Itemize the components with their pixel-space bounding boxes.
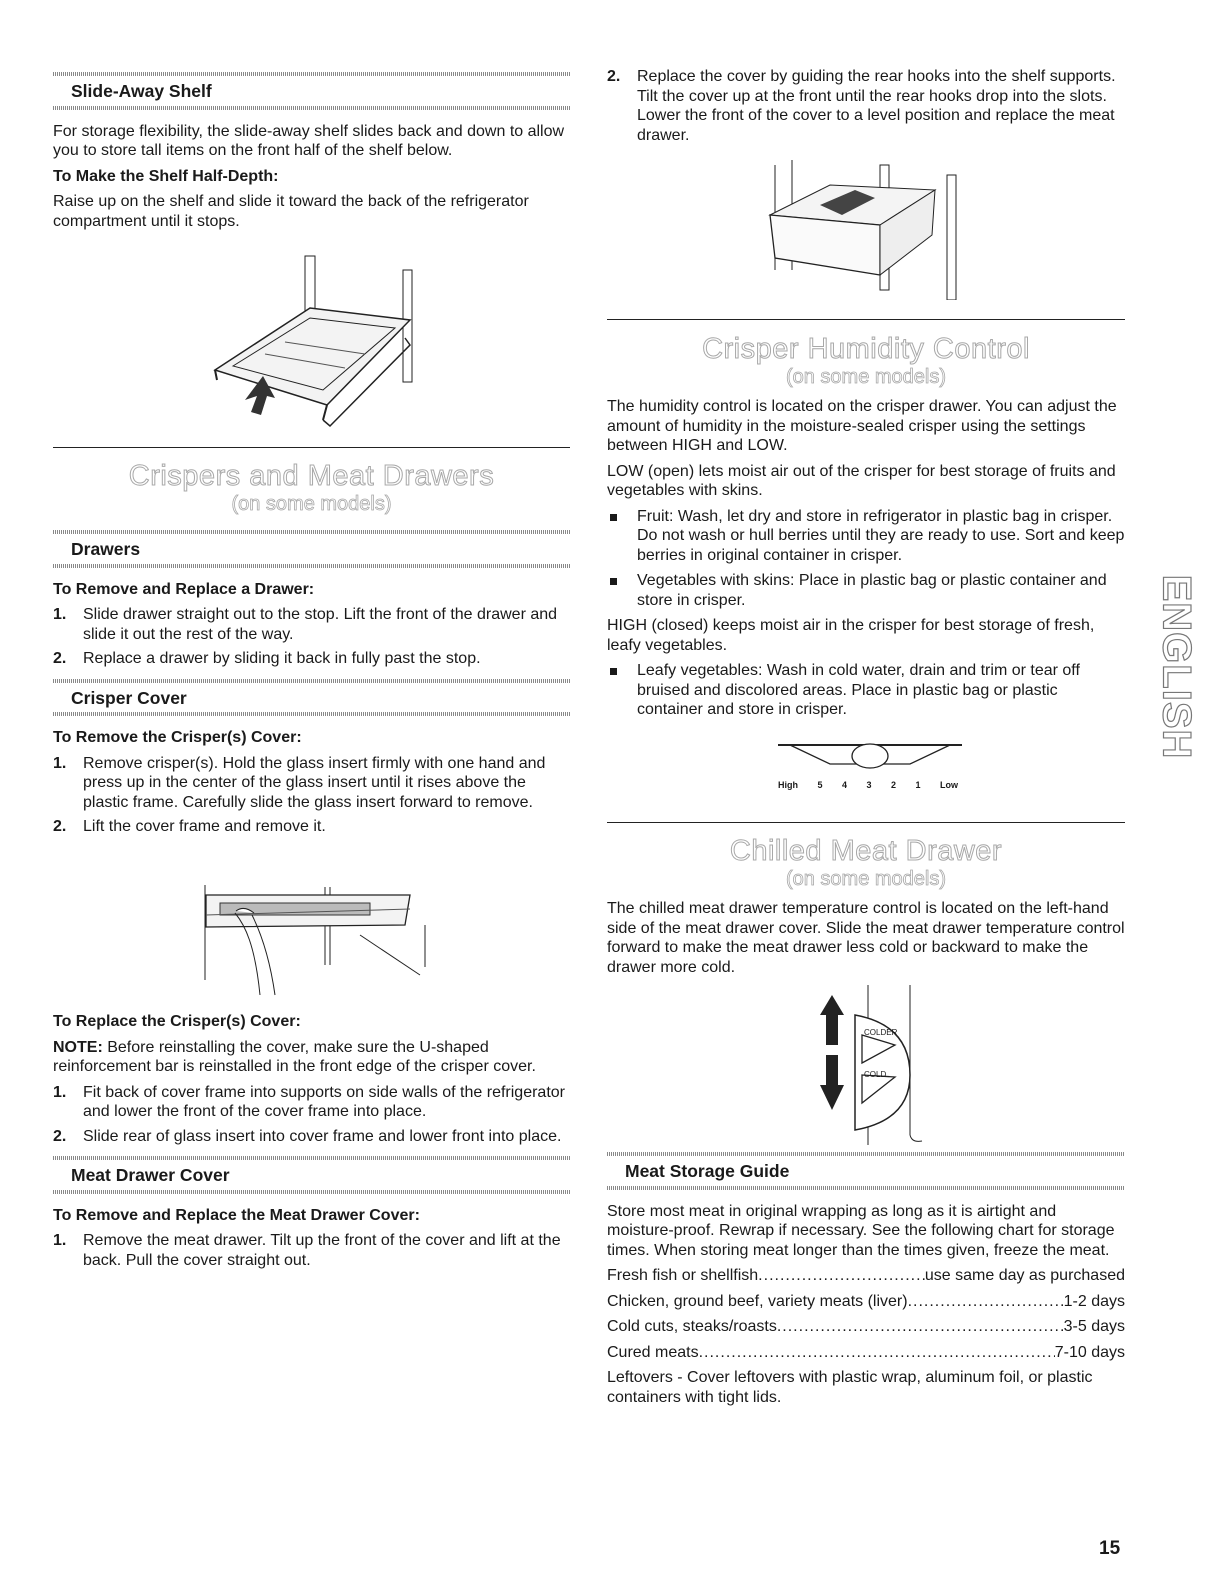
- meat-cover-steps-continued: [607, 67, 1125, 145]
- cold-label: COLD: [864, 1070, 887, 1079]
- slide-away-header: [53, 72, 570, 110]
- dial-mark: 5: [817, 780, 823, 790]
- list-item: 2. Replace the cover by guiding the rear hooks into the shelf supports. Tilt the cover up at the front until the rear hooks drop into the slots. Lower the front of the cover to a level position and replace the meat drawer.: [607, 68, 1116, 144]
- humidity-section-title: Crisper Humidity Control: [702, 333, 1030, 365]
- chilled-body: [607, 899, 1125, 983]
- crispers-section-title: Crispers and Meat Drawers: [128, 460, 495, 492]
- crisper-replace-subhead: To Replace the Crisper(s) Cover:: [53, 1013, 301, 1030]
- slide-away-body: Raise up on the shelf and slide it toward the back of the refrigerator compartment until it stops.: [53, 193, 529, 230]
- chilled-section-title: Chilled Meat Drawer: [729, 835, 1003, 867]
- dial-low-label: Low: [939, 780, 958, 790]
- crispers-section-subtitle: (on some models): [231, 493, 392, 515]
- humidity-high-bullets: [607, 661, 1125, 720]
- table-row: Cured meats ..... 7-10 days: [607, 1343, 1125, 1363]
- list-item: 1. Fit back of cover frame into supports on side walls of the refrigerator and lower the front of the cover frame into place.: [53, 1083, 565, 1120]
- meat-guide-title: Meat Storage Guide: [625, 1161, 790, 1181]
- humidity-low-bullets: [607, 507, 1125, 611]
- list-item: 1. Remove crisper(s). Hold the glass insert firmly with one hand and press up in the center of the glass insert until it rises above the plastic frame. Carefully slide the glass insert forward to remove.: [53, 754, 546, 811]
- slide-away-title: Slide-Away Shelf: [71, 81, 212, 101]
- humidity-dial: [770, 742, 970, 797]
- meat-drawer-cover-illustration: [760, 160, 965, 300]
- left-column: [53, 72, 570, 237]
- meat-guide-leftovers: Leftovers - Cover leftovers with plastic wrap, aluminum foil, or plastic containers with tight lids.: [607, 1369, 1093, 1406]
- meat-cover-title: Meat Drawer Cover: [71, 1165, 230, 1185]
- crisper-replace-steps: [53, 1083, 570, 1147]
- humidity-section-header: [607, 333, 1125, 389]
- list-item: 2. Lift the cover frame and remove it.: [53, 818, 326, 835]
- crisper-note: NOTE: Before reinstalling the cover, make sure the U-shaped reinforcement bar is reinstalled in the front edge of the crisper cover.: [53, 1038, 536, 1075]
- table-row: Fresh fish or shellfish ..... use same day as purchased: [607, 1266, 1125, 1286]
- dial-mark: 2: [890, 780, 896, 790]
- temperature-control-illustration: [810, 985, 950, 1145]
- crispers-section-header: [53, 460, 570, 516]
- language-side-tab: [1155, 572, 1197, 762]
- chilled-section-subtitle: (on some models): [785, 868, 947, 890]
- table-row: Chicken, ground beef, variety meats (liver) ..... 1-2 days: [607, 1292, 1125, 1312]
- right-column: [607, 67, 1125, 151]
- drawers-header: [53, 530, 570, 568]
- dial-mark: 4: [841, 780, 847, 790]
- meat-cover-subhead: To Remove and Replace the Meat Drawer Cover:: [53, 1206, 420, 1224]
- drawers-subhead: To Remove and Replace a Drawer:: [53, 580, 315, 598]
- drawers-steps: [53, 605, 570, 669]
- list-item: 1. Remove the meat drawer. Tilt up the front of the cover and lift at the back. Pull the cover straight out.: [53, 1232, 561, 1269]
- list-item: Vegetables with skins: Place in plastic bag or plastic container and store in crisper.: [607, 571, 1125, 610]
- page-number: 15: [1099, 1538, 1121, 1559]
- table-row: Cold cuts, steaks/roasts ..... 3-5 days: [607, 1317, 1125, 1337]
- list-item: 2. Slide rear of glass insert into cover frame and lower front into place.: [53, 1127, 562, 1145]
- side-tab-label: ENGLISH: [1154, 574, 1199, 760]
- dial-high-label: High: [778, 780, 798, 790]
- crisper-remove-subhead: To Remove the Crisper(s) Cover:: [53, 729, 302, 746]
- humidity-high: HIGH (closed) keeps moist air in the crisper for best storage of fresh, leafy vegetables.: [607, 617, 1095, 654]
- left-divider-1: [53, 447, 570, 448]
- slide-away-shelf-illustration: [205, 250, 425, 435]
- list-item: Leafy vegetables: Wash in cold water, drain and trim or tear off bruised and discolored areas. Place in plastic bag or plastic container and store in crisper.: [607, 661, 1125, 720]
- crisper-remove-steps: [53, 754, 570, 837]
- meat-cover-header: [53, 1156, 570, 1194]
- left-column-bottom: [53, 1012, 570, 1276]
- left-column-lower: [53, 530, 570, 843]
- crisper-cover-title: Crisper Cover: [71, 687, 187, 708]
- crisper-cover-header: [53, 679, 570, 717]
- humidity-intro: The humidity control is located on the crisper drawer. You can adjust the amount of humidity in the moisture-sealed crisper using the settings between HIGH and LOW.: [607, 398, 1117, 454]
- humidity-section-subtitle: (on some models): [785, 366, 947, 388]
- slide-away-intro: For storage flexibility, the slide-away shelf slides back and down to allow you to store tall items on the front half of the shelf below.: [53, 122, 565, 159]
- colder-label: COLDER: [864, 1028, 898, 1037]
- drawers-title: Drawers: [71, 539, 141, 559]
- dial-mark: 3: [866, 780, 872, 790]
- list-item: 1. Slide drawer straight out to the stop. Lift the front of the drawer and slide it out the rest of the way.: [53, 606, 558, 643]
- meat-guide-intro: Store most meat in original wrapping as long as it is airtight and moisture-proof. Rewrap if necessary. See the following chart for storage times. When storing meat longer than the times given, freeze the meat.: [607, 1202, 1115, 1259]
- chilled-section-header: [607, 835, 1125, 891]
- chilled-text: The chilled meat drawer temperature control is located on the left-hand side of the meat drawer cover. Slide the meat drawer temperature control forward to make the meat drawer less cold or backward to make the drawer more cold.: [607, 900, 1125, 976]
- list-item: Fruit: Wash, let dry and store in refrigerator in plastic bag in crisper. Do not wash or hull berries until they are ready to use. Sort and keep berries in original container in crisper.: [607, 507, 1125, 566]
- humidity-body: [607, 397, 1125, 726]
- right-divider-2: [607, 822, 1125, 823]
- meat-cover-steps: [53, 1231, 570, 1270]
- dial-mark: 1: [915, 780, 921, 790]
- slide-away-subhead: To Make the Shelf Half-Depth:: [53, 167, 279, 185]
- meat-guide: [607, 1152, 1125, 1413]
- list-item: 2. Replace a drawer by sliding it back in fully past the stop.: [53, 650, 481, 667]
- humidity-dial-icon: [770, 742, 970, 782]
- humidity-low: LOW (open) lets moist air out of the crisper for best storage of fruits and vegetables with skins.: [607, 462, 1116, 499]
- crisper-cover-illustration: [200, 885, 440, 1000]
- right-divider-1: [607, 319, 1125, 320]
- meat-guide-header: [607, 1152, 1125, 1190]
